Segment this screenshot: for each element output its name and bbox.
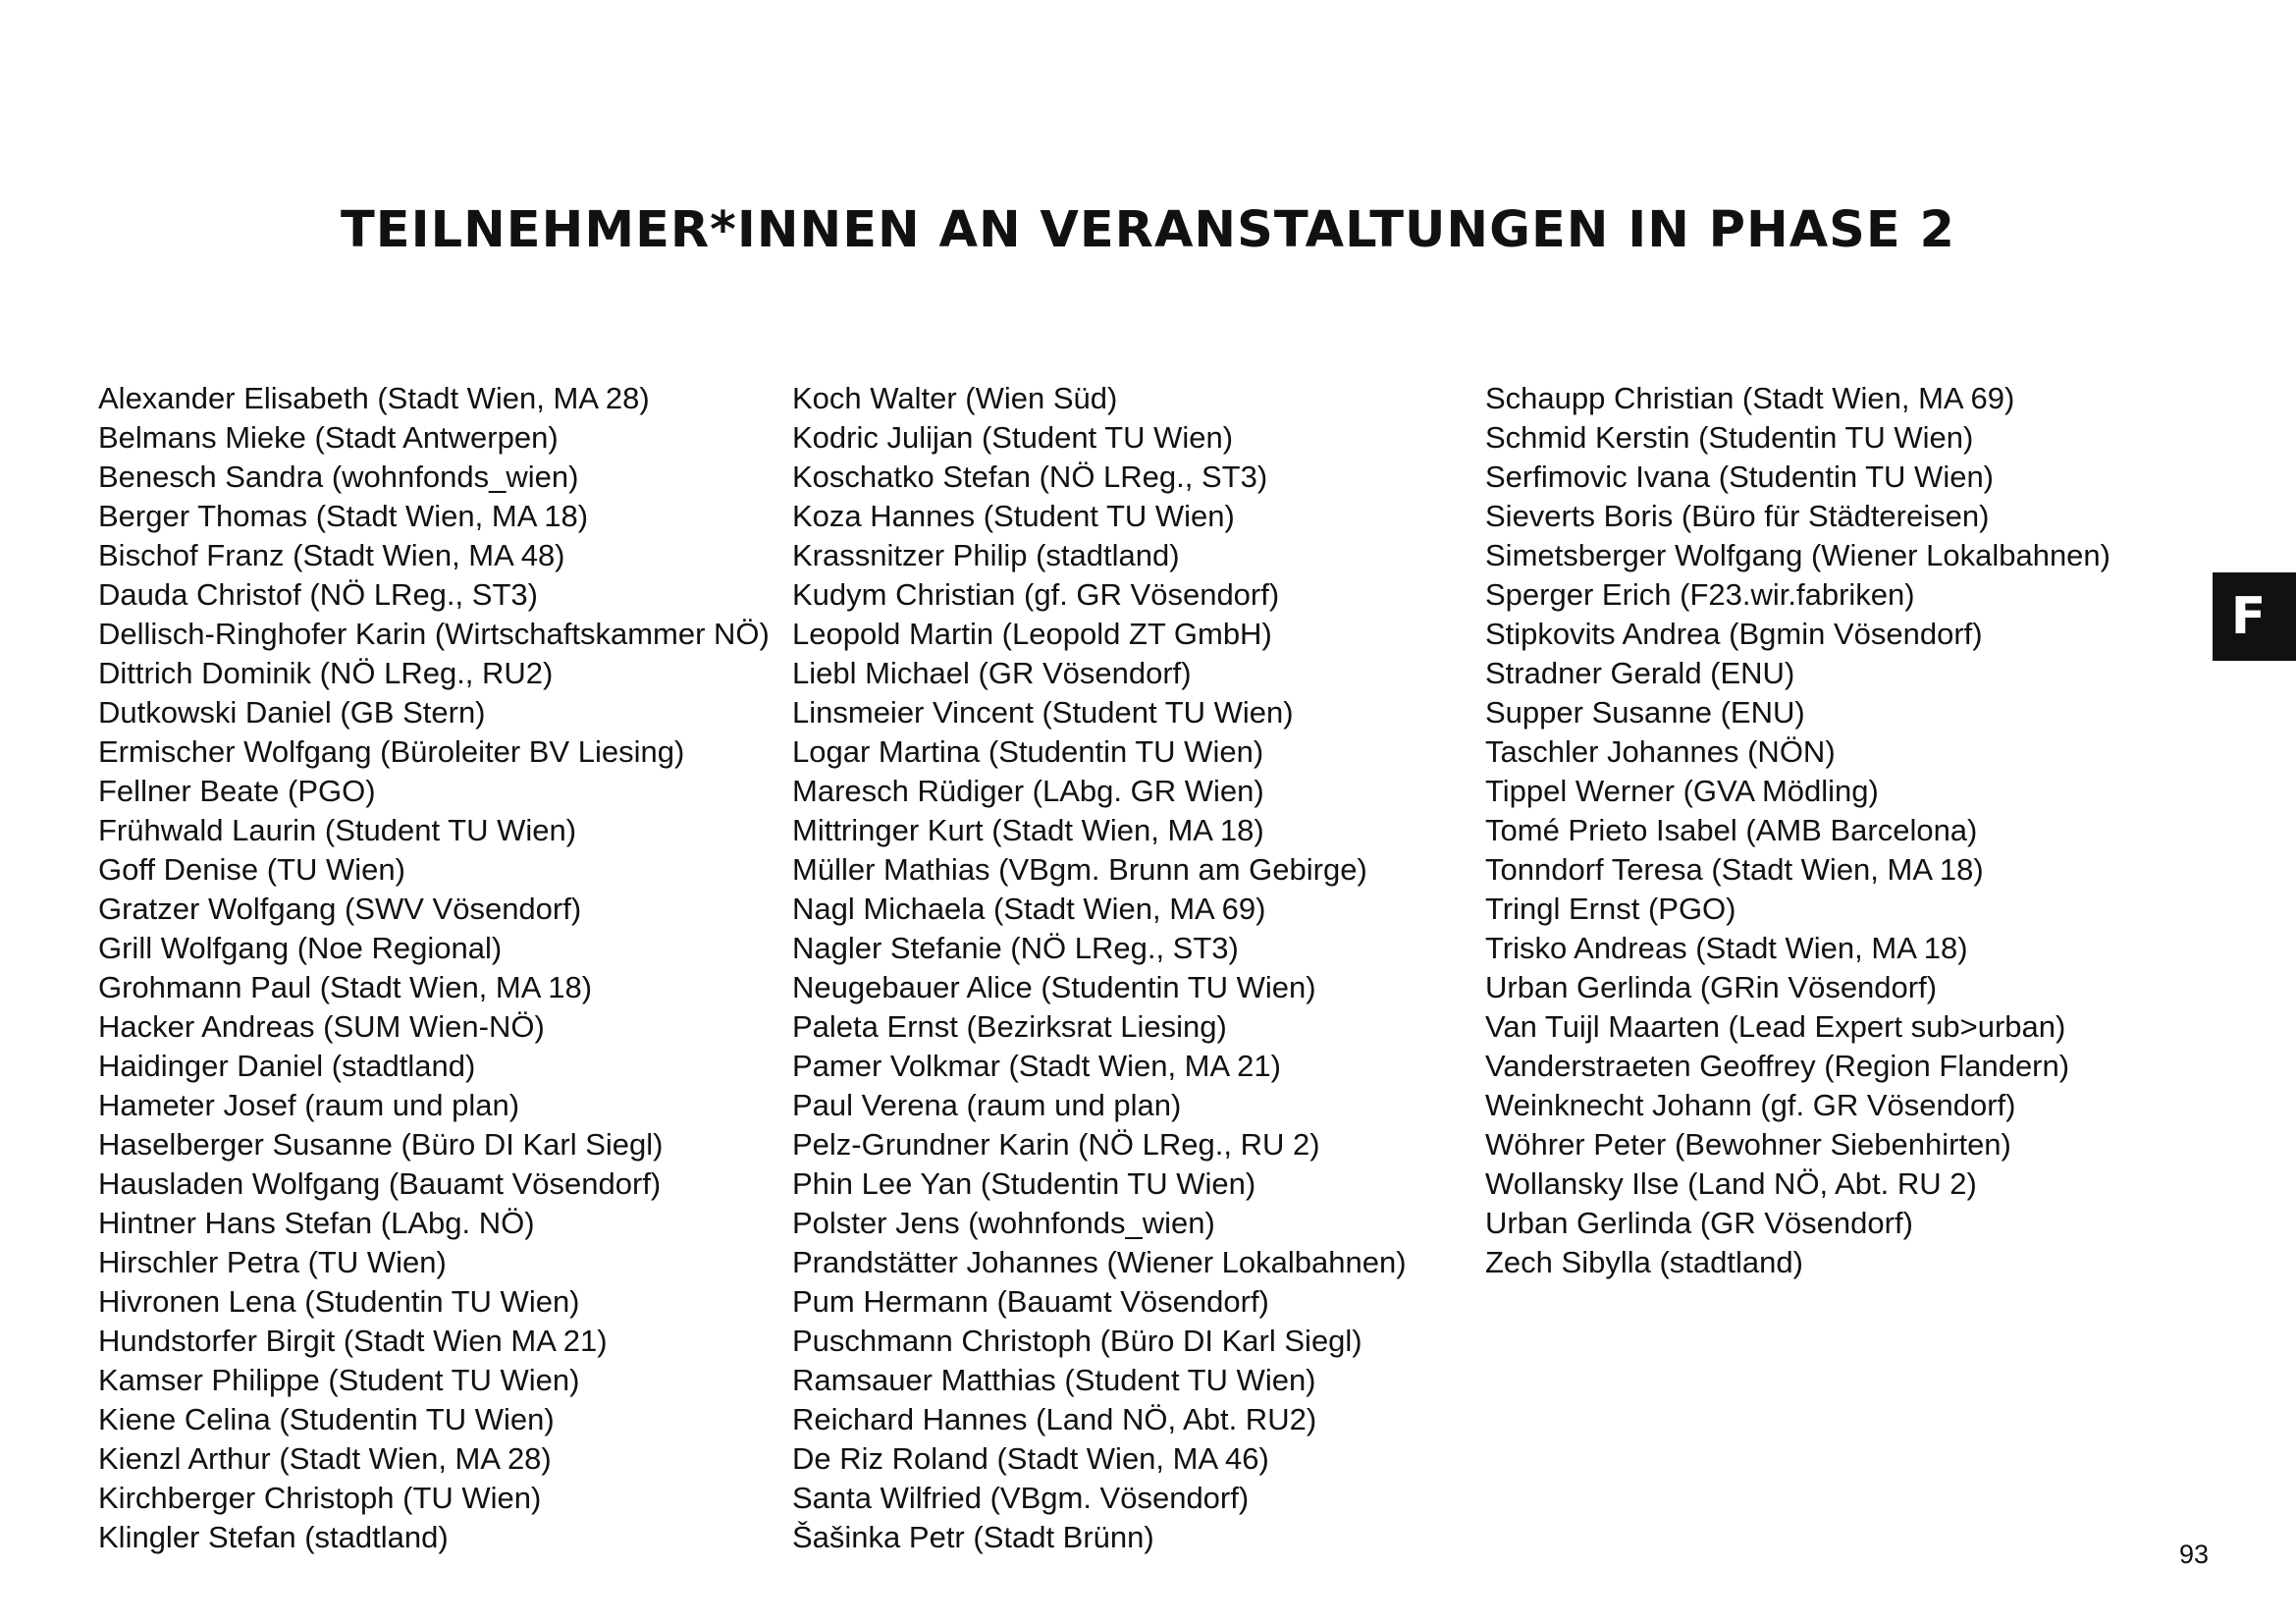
participant-entry: Bischof Franz (Stadt Wien, MA 48)	[98, 538, 565, 572]
participant-column-2	[792, 379, 1407, 1557]
participant-entry: Pelz-Grundner Karin (NÖ LReg., RU 2)	[792, 1127, 1320, 1162]
participant-entry: Kodric Julijan (Student TU Wien)	[792, 420, 1234, 455]
participant-entry: Hameter Josef (raum und plan)	[98, 1088, 520, 1122]
participant-entry: Alexander Elisabeth (Stadt Wien, MA 28)	[98, 381, 650, 415]
participant-entry: Tippel Werner (GVA Mödling)	[1485, 774, 1879, 808]
participant-entry: Paul Verena (raum und plan)	[792, 1088, 1182, 1122]
participant-entry: Liebl Michael (GR Vösendorf)	[792, 656, 1192, 690]
participant-entry: Kudym Christian (gf. GR Vösendorf)	[792, 577, 1280, 612]
participant-entry: Linsmeier Vincent (Student TU Wien)	[792, 695, 1294, 730]
participant-entry: Krassnitzer Philip (stadtland)	[792, 538, 1180, 572]
participant-entry: Weinknecht Johann (gf. GR Vösendorf)	[1485, 1088, 2016, 1122]
participant-entry: Hacker Andreas (SUM Wien-NÖ)	[98, 1009, 545, 1044]
participant-entry: Puschmann Christoph (Büro DI Karl Siegl)	[792, 1324, 1362, 1358]
participant-entry: Hintner Hans Stefan (LAbg. NÖ)	[98, 1206, 535, 1240]
participant-entry: Phin Lee Yan (Studentin TU Wien)	[792, 1166, 1256, 1201]
participant-entry: Supper Susanne (ENU)	[1485, 695, 1805, 730]
participant-entry: Sperger Erich (F23.wir.fabriken)	[1485, 577, 1915, 612]
participant-entry: Schaupp Christian (Stadt Wien, MA 69)	[1485, 381, 2015, 415]
participant-entry: Hivronen Lena (Studentin TU Wien)	[98, 1284, 580, 1319]
participant-entry: Tringl Ernst (PGO)	[1485, 892, 1736, 926]
participant-entry: Tomé Prieto Isabel (AMB Barcelona)	[1485, 813, 1978, 847]
participant-entry: Vanderstraeten Geoffrey (Region Flandern)	[1485, 1049, 2070, 1083]
participant-entry: Frühwald Laurin (Student TU Wien)	[98, 813, 577, 847]
participant-entry: Koza Hannes (Student TU Wien)	[792, 499, 1235, 533]
participant-entry: Wollansky Ilse (Land NÖ, Abt. RU 2)	[1485, 1166, 1977, 1201]
participant-entry: Hundstorfer Birgit (Stadt Wien MA 21)	[98, 1324, 608, 1358]
participant-entry: Van Tuijl Maarten (Lead Expert sub>urban)	[1485, 1009, 2066, 1044]
participant-entry: Šašinka Petr (Stadt Brünn)	[792, 1520, 1154, 1554]
participant-entry: Neugebauer Alice (Studentin TU Wien)	[792, 970, 1316, 1004]
participant-entry: Berger Thomas (Stadt Wien, MA 18)	[98, 499, 589, 533]
participant-entry: Schmid Kerstin (Studentin TU Wien)	[1485, 420, 1974, 455]
participant-entry: Dellisch-Ringhofer Karin (Wirtschaftskammer NÖ)	[98, 617, 770, 651]
participant-entry: Hirschler Petra (TU Wien)	[98, 1245, 447, 1279]
participant-entry: Müller Mathias (VBgm. Brunn am Gebirge)	[792, 852, 1367, 887]
participant-entry: Koch Walter (Wien Süd)	[792, 381, 1118, 415]
participant-entry: Ermischer Wolfgang (Büroleiter BV Liesing)	[98, 734, 685, 769]
participant-entry: Belmans Mieke (Stadt Antwerpen)	[98, 420, 559, 455]
participant-entry: Dittrich Dominik (NÖ LReg., RU2)	[98, 656, 554, 690]
page-number: 93	[2178, 1540, 2209, 1569]
participant-entry: Pum Hermann (Bauamt Vösendorf)	[792, 1284, 1269, 1319]
participant-entry: Taschler Johannes (NÖN)	[1485, 734, 1836, 769]
participant-entry: Leopold Martin (Leopold ZT GmbH)	[792, 617, 1272, 651]
participant-entry: Grill Wolfgang (Noe Regional)	[98, 931, 503, 965]
participant-entry: Haidinger Daniel (stadtland)	[98, 1049, 476, 1083]
participant-entry: Kirchberger Christoph (TU Wien)	[98, 1481, 542, 1515]
participant-entry: Wöhrer Peter (Bewohner Siebenhirten)	[1485, 1127, 2011, 1162]
participant-entry: Nagl Michaela (Stadt Wien, MA 69)	[792, 892, 1266, 926]
participant-entry: Fellner Beate (PGO)	[98, 774, 376, 808]
participant-entry: Stradner Gerald (ENU)	[1485, 656, 1795, 690]
participant-entry: Mittringer Kurt (Stadt Wien, MA 18)	[792, 813, 1264, 847]
participant-entry: Grohmann Paul (Stadt Wien, MA 18)	[98, 970, 593, 1004]
participant-entry: Klingler Stefan (stadtland)	[98, 1520, 449, 1554]
participant-entry: Simetsberger Wolfgang (Wiener Lokalbahnen)	[1485, 538, 2110, 572]
participant-entry: Koschatko Stefan (NÖ LReg., ST3)	[792, 460, 1268, 494]
participant-entry: Urban Gerlinda (GR Vösendorf)	[1485, 1206, 1913, 1240]
participant-entry: Kienzl Arthur (Stadt Wien, MA 28)	[98, 1441, 552, 1476]
participant-entry: Haselberger Susanne (Büro DI Karl Siegl)	[98, 1127, 664, 1162]
participant-entry: Pamer Volkmar (Stadt Wien, MA 21)	[792, 1049, 1281, 1083]
participant-entry: Goff Denise (TU Wien)	[98, 852, 405, 887]
participant-entry: Logar Martina (Studentin TU Wien)	[792, 734, 1264, 769]
participant-entry: Hausladen Wolfgang (Bauamt Vösendorf)	[98, 1166, 662, 1201]
participant-entry: Reichard Hannes (Land NÖ, Abt. RU2)	[792, 1402, 1317, 1436]
section-tab: F	[2213, 572, 2296, 661]
participant-entry: Santa Wilfried (VBgm. Vösendorf)	[792, 1481, 1250, 1515]
page-title: TEILNEHMER*INNEN AN VERANSTALTUNGEN IN PHASE 2	[341, 201, 1955, 259]
participant-entry: Stipkovits Andrea (Bgmin Vösendorf)	[1485, 617, 1983, 651]
participant-entry: Kamser Philippe (Student TU Wien)	[98, 1363, 580, 1397]
participant-entry: Kiene Celina (Studentin TU Wien)	[98, 1402, 555, 1436]
participant-entry: Maresch Rüdiger (LAbg. GR Wien)	[792, 774, 1264, 808]
participant-entry: Tonndorf Teresa (Stadt Wien, MA 18)	[1485, 852, 1984, 887]
participant-column-1	[98, 379, 770, 1557]
participant-column-3	[1485, 379, 2110, 1282]
participant-entry: Dutkowski Daniel (GB Stern)	[98, 695, 486, 730]
participant-entry: De Riz Roland (Stadt Wien, MA 46)	[792, 1441, 1269, 1476]
participant-entry: Polster Jens (wohnfonds_wien)	[792, 1206, 1215, 1240]
participant-entry: Sieverts Boris (Büro für Städtereisen)	[1485, 499, 1990, 533]
participant-entry: Ramsauer Matthias (Student TU Wien)	[792, 1363, 1316, 1397]
participant-entry: Dauda Christof (NÖ LReg., ST3)	[98, 577, 538, 612]
participant-entry: Prandstätter Johannes (Wiener Lokalbahnen)	[792, 1245, 1407, 1279]
participant-entry: Serfimovic Ivana (Studentin TU Wien)	[1485, 460, 1995, 494]
participant-entry: Urban Gerlinda (GRin Vösendorf)	[1485, 970, 1938, 1004]
participant-entry: Zech Sibylla (stadtland)	[1485, 1245, 1803, 1279]
participant-entry: Gratzer Wolfgang (SWV Vösendorf)	[98, 892, 582, 926]
participant-entry: Trisko Andreas (Stadt Wien, MA 18)	[1485, 931, 1968, 965]
participant-entry: Benesch Sandra (wohnfonds_wien)	[98, 460, 579, 494]
participant-entry: Nagler Stefanie (NÖ LReg., ST3)	[792, 931, 1239, 965]
participant-entry: Paleta Ernst (Bezirksrat Liesing)	[792, 1009, 1227, 1044]
